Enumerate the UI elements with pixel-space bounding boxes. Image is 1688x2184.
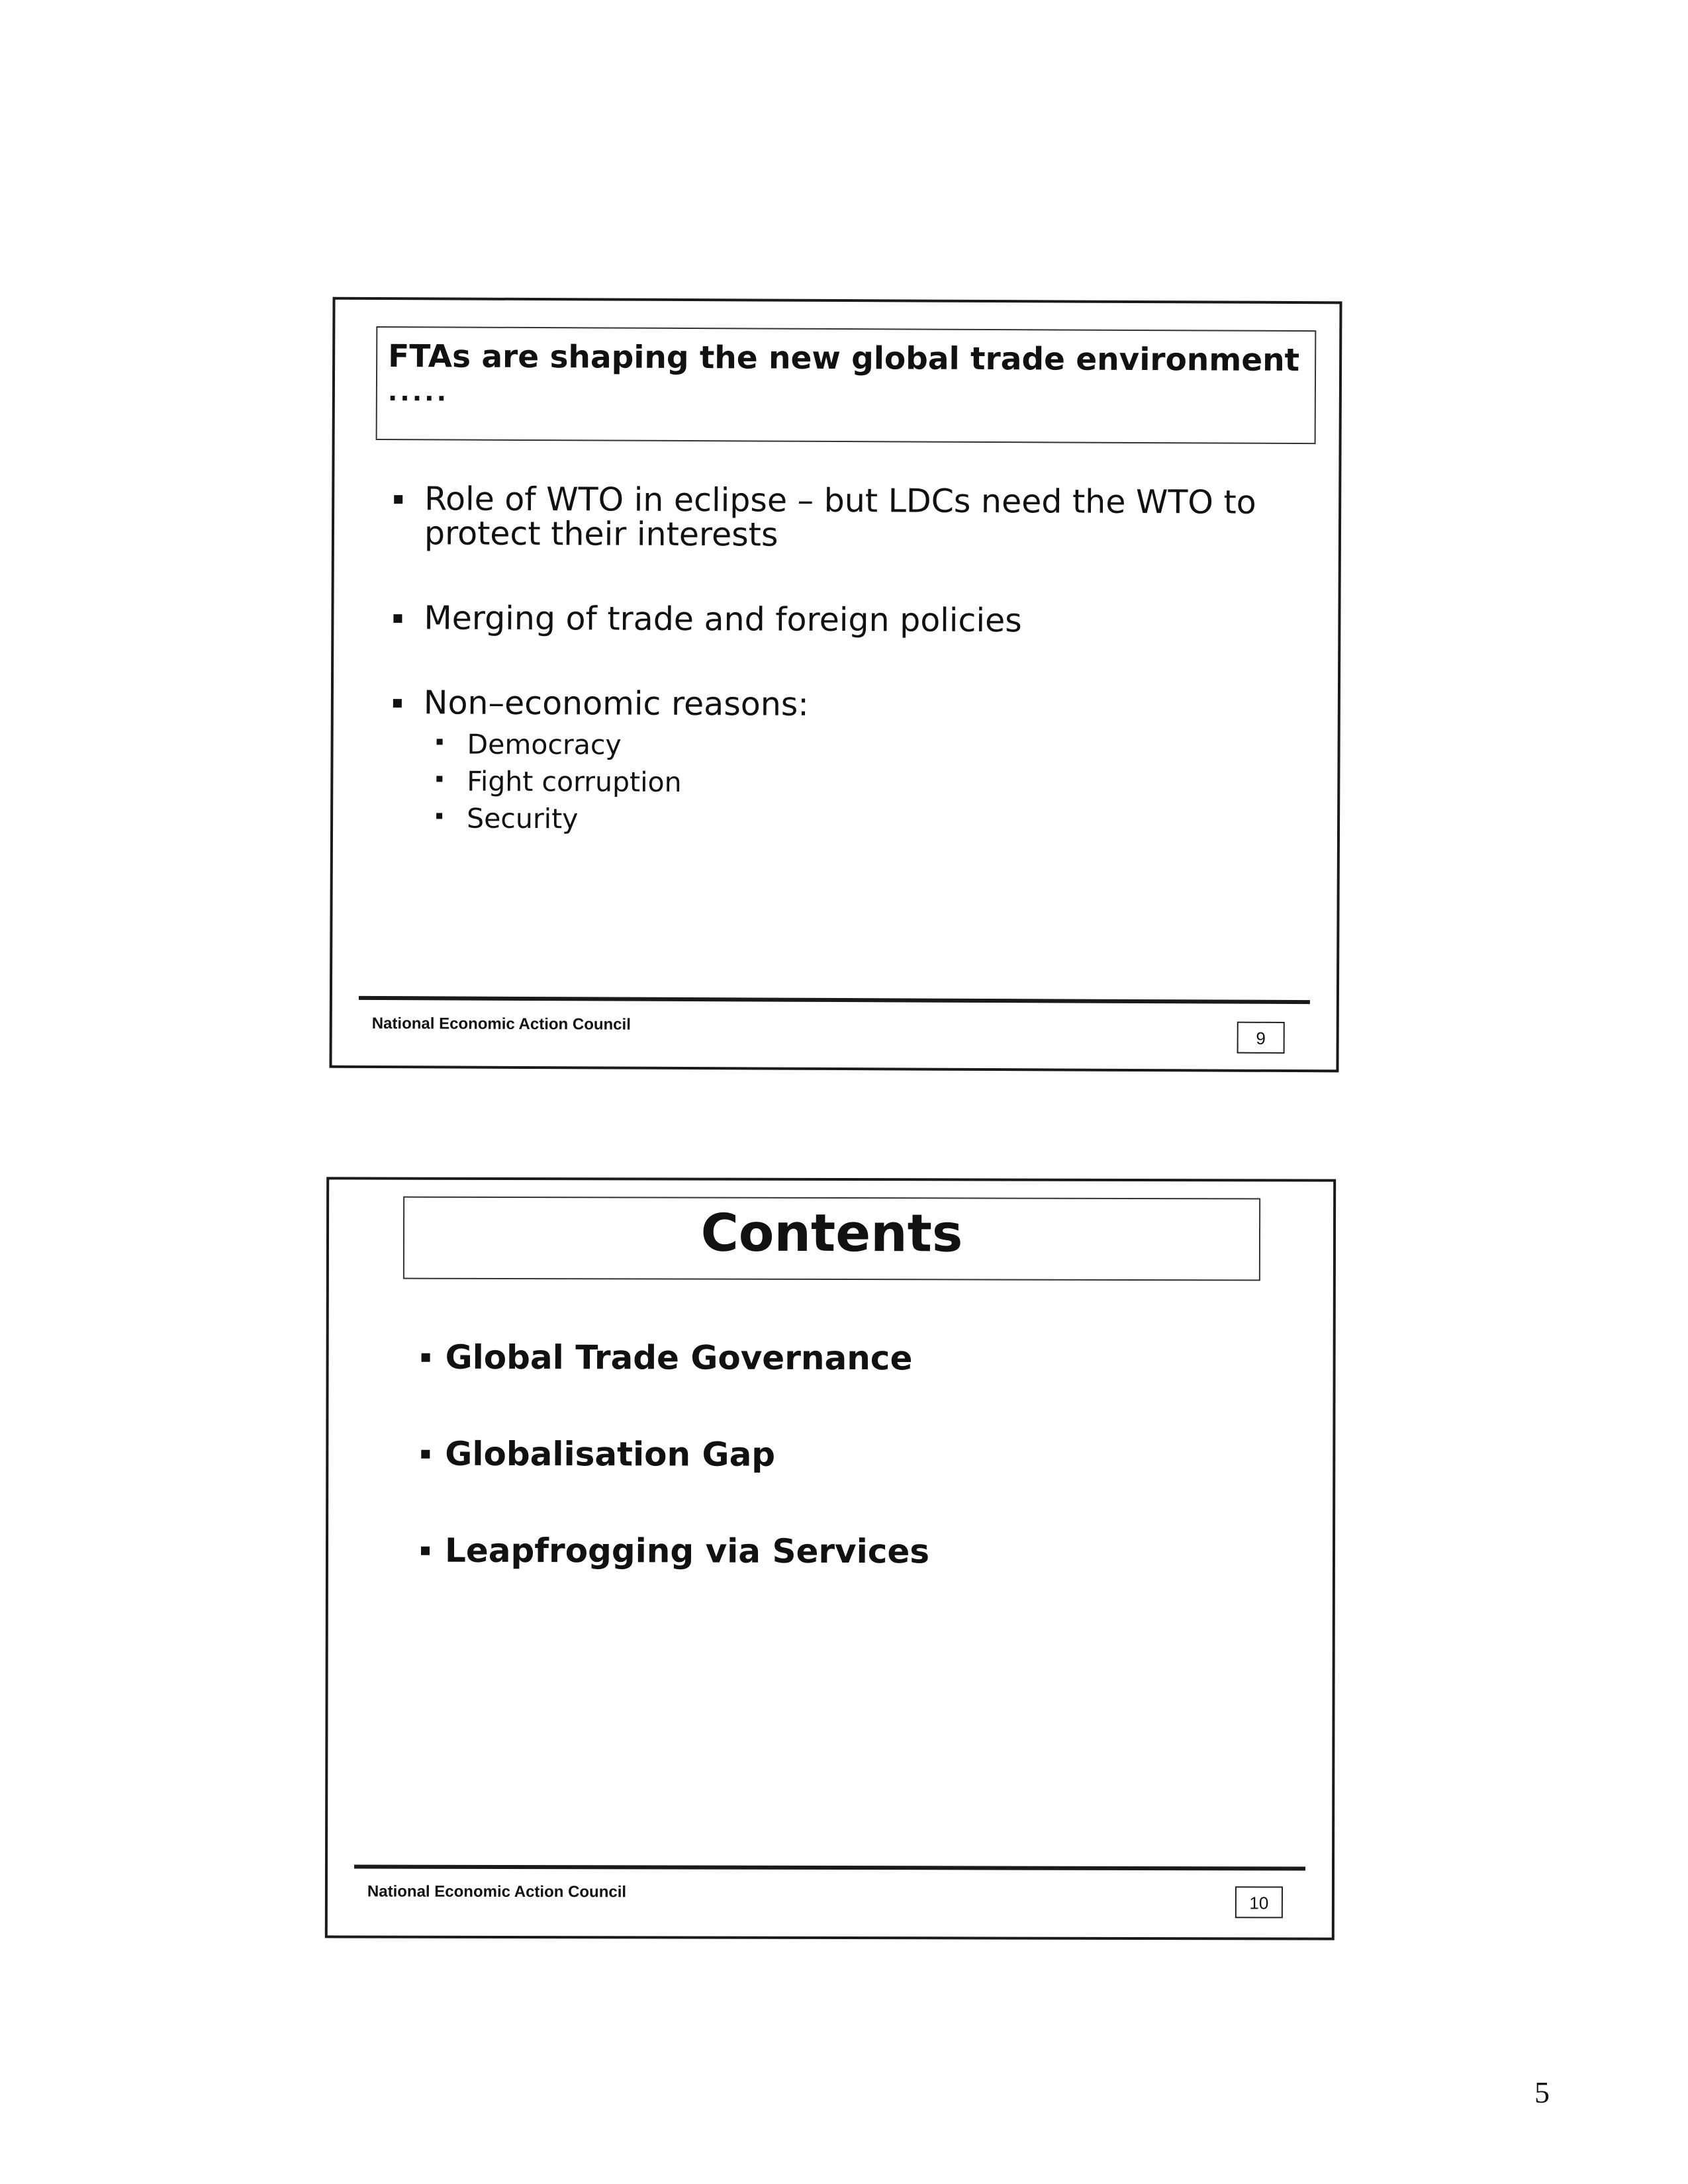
sub-bullet-text: Fight corruption (467, 765, 682, 798)
slide-footer: National Economic Action Council (367, 1882, 627, 1901)
bullet-item (422, 1339, 1282, 1378)
sub-bullet-text: Security (467, 802, 579, 835)
bullet-item (421, 1532, 1282, 1571)
bullet-item (421, 1435, 1282, 1475)
bullet-text: Role of WTO in eclipse – but LDCs need the WTO to protect their interests (424, 480, 1256, 554)
slide-title-box (403, 1197, 1260, 1281)
square-bullet-icon (421, 1547, 430, 1555)
square-bullet-icon (437, 739, 443, 745)
slide-title: FTAs are shaping the new global trade environment (388, 338, 1300, 379)
square-bullet-icon (394, 495, 402, 504)
sub-bullet-item (423, 762, 1313, 803)
page-number: 5 (1534, 2075, 1550, 2109)
square-bullet-icon (393, 699, 402, 707)
sub-bullet-item (423, 725, 1313, 766)
slide-number: 9 (1237, 1022, 1285, 1054)
slide-10 (325, 1177, 1336, 1940)
sub-bullet-text: Democracy (467, 728, 622, 761)
sub-bullet-list (423, 725, 1313, 841)
sub-bullet-item (423, 799, 1313, 841)
slide-number: 10 (1235, 1886, 1283, 1918)
bullet-list (386, 482, 1314, 841)
slide-9 (329, 297, 1342, 1073)
slide-title-ellipsis: ..... (387, 377, 449, 407)
bullet-text: Global Trade Governance (445, 1338, 913, 1378)
square-bullet-icon (421, 1450, 430, 1459)
bullet-item (387, 482, 1314, 555)
bullet-text: Non–economic reasons: (423, 684, 809, 723)
square-bullet-icon (436, 776, 442, 782)
bullet-text: Merging of trade and foreign policies (424, 599, 1022, 640)
bullet-text: Globalisation Gap (445, 1434, 776, 1474)
bullet-text: Leapfrogging via Services (444, 1531, 930, 1571)
footer-divider (354, 1864, 1305, 1870)
slide-title-box (376, 326, 1317, 444)
bullet-item (386, 686, 1313, 841)
slide-footer: National Economic Action Council (371, 1014, 631, 1034)
bullet-list (421, 1339, 1282, 1631)
slide-title: Contents (700, 1203, 963, 1264)
bullet-item (387, 601, 1313, 639)
footer-divider (359, 996, 1310, 1004)
square-bullet-icon (393, 614, 402, 623)
square-bullet-icon (436, 813, 442, 819)
square-bullet-icon (422, 1353, 430, 1362)
